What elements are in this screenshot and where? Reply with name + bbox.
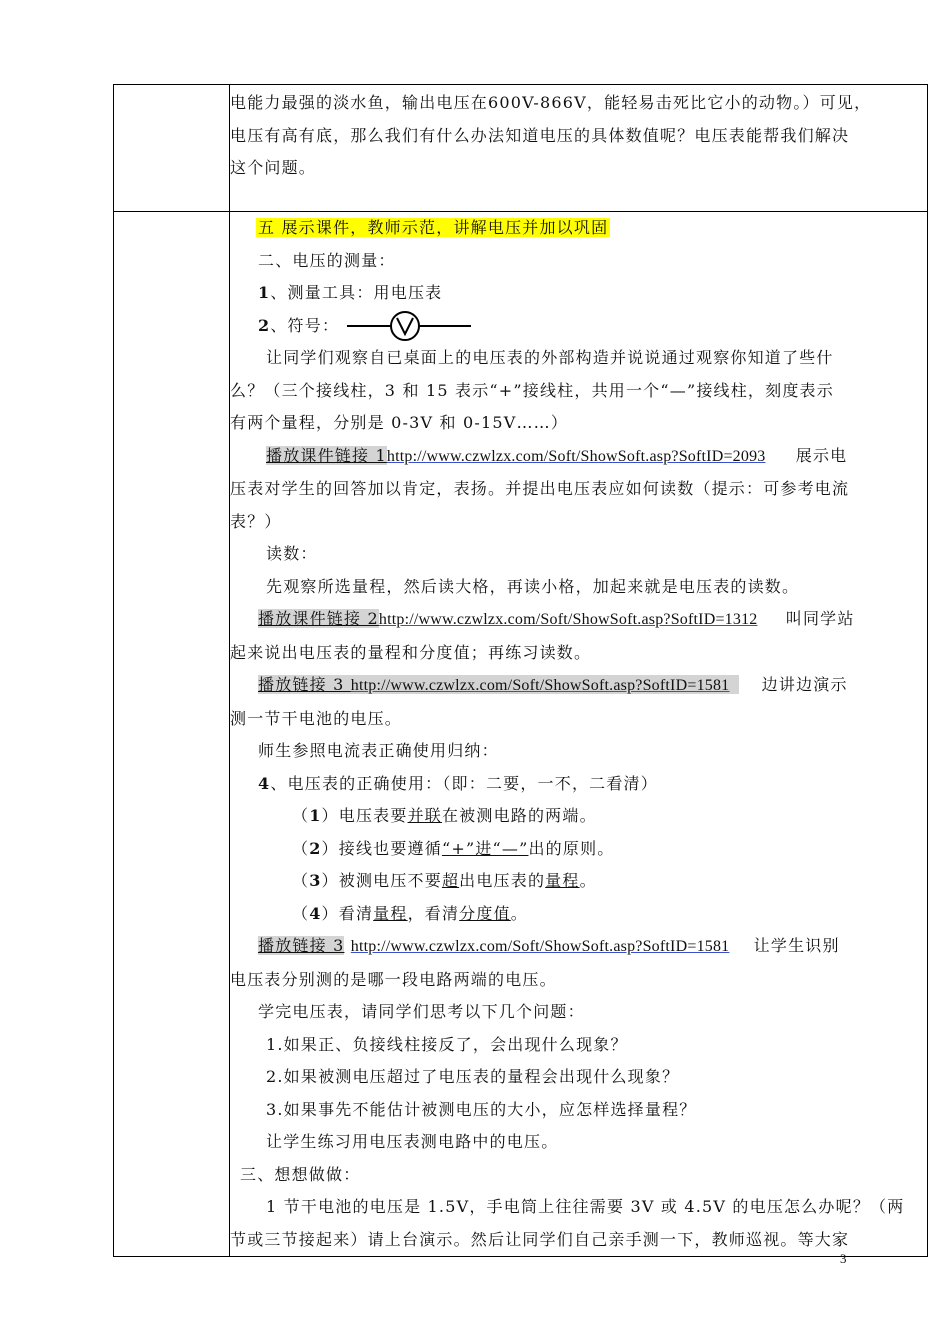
practice-text: 让学生练习用电压表测电路中的电压。 (266, 1132, 559, 1151)
play-courseware-link-label[interactable]: 播放课件链接 2 (258, 609, 379, 628)
rule-number: 3 (309, 871, 322, 890)
link-line (230, 669, 927, 703)
play-courseware-link-label[interactable]: 播放课件链接 1 (266, 445, 387, 465)
section-heading-line (230, 212, 927, 245)
page-number: 3 (840, 1251, 847, 1266)
section-title: 二、电压的测量： (258, 250, 396, 270)
question-item: 3.如果事先不能估计被测电压的大小，应怎样选择量程？ (266, 1099, 697, 1119)
usage-title-line (230, 768, 927, 801)
play-link-with-url[interactable] (258, 675, 739, 694)
link-after-text: 叫同学站 (785, 609, 855, 628)
paragraph-line: 表？） (230, 511, 282, 531)
link-line (230, 603, 927, 637)
symbol-line (230, 310, 927, 343)
rule-text: ，看清 (407, 903, 460, 923)
link-after-text: 让学生识别 (753, 936, 840, 955)
rule-item: （3）被测电压不要超出电压表的量程。 (292, 871, 597, 890)
rule-text: 出的原则。 (528, 838, 615, 858)
courseware-link[interactable]: http://www.czwlzx.com/Soft/ShowSoft.asp?SoftID=1581 (350, 677, 730, 694)
paragraph-line: 这个问题。 (230, 158, 317, 177)
courseware-link[interactable]: http://www.czwlzx.com/Soft/ShowSoft.asp?SoftID=2093 (386, 447, 766, 465)
rule-item: （2）接线也要遵循“+”进“—”出的原则。 (292, 838, 615, 858)
rule-underline: 并联 (407, 806, 442, 825)
symbol-text: 、符号： (270, 315, 340, 335)
rule-text: 在被测电路的两端。 (441, 806, 597, 825)
paragraph-line: 电压有高有底，那么我们有什么办法知道电压的具体数值呢？电压表能帮我们解决 (230, 125, 850, 145)
rule-underline: 量程 (545, 871, 580, 890)
paragraph-line: 有两个量程，分别是 0-3V 和 0-15V……） (230, 413, 569, 432)
table-row (114, 212, 928, 1257)
rule-underline: “+”进“—” (441, 838, 529, 858)
rule-text: 看清 (338, 903, 374, 923)
courseware-link[interactable]: http://www.czwlzx.com/Soft/ShowSoft.asp?SoftID=1312 (378, 611, 758, 628)
paragraph-line: 让同学们观察自已桌面上的电压表的外部构造并说说通过观察你知道了些什 (266, 348, 834, 367)
rule-item: （4）看清量程，看清分度值。 (292, 903, 528, 923)
table-cell-content (230, 212, 928, 1257)
rule-text: 电压表要 (338, 806, 408, 825)
item-number: 1 (258, 283, 271, 302)
lesson-plan-table (113, 84, 928, 1257)
link-line (230, 930, 927, 964)
courseware-link[interactable]: http://www.czwlzx.com/Soft/ShowSoft.asp?SoftID=1581 (350, 938, 730, 955)
rule-number: 2 (309, 838, 322, 858)
link-after-text: 展示电 (795, 445, 848, 465)
usage-title: 、电压表的正确使用：（即：二要，一不，二看清） (270, 773, 658, 793)
rule-text: 被测电压不要 (338, 871, 442, 890)
link-line (230, 440, 927, 474)
paragraph-line: 测一节干电池的电压。 (230, 708, 403, 728)
rule-underline: 分度值 (459, 903, 511, 923)
rule-text: 接线也要遵循 (338, 838, 442, 858)
play-link-label[interactable]: 播放链接 3 (258, 936, 345, 955)
rule-underline: 超 (441, 871, 460, 890)
paragraph-line: 么？（三个接线柱，3 和 15 表示“+”接线柱，共用一个“—”接线柱，刻度表示 (230, 380, 834, 400)
section-title: 三、想想做做： (240, 1164, 361, 1184)
table-cell-left (114, 212, 230, 1257)
rule-underline: 量程 (373, 903, 408, 923)
table-cell-left (114, 85, 230, 212)
section-heading: 五 展示课件，教师示范，讲解电压并加以巩固 (258, 218, 609, 237)
question-item: 1.如果正、负接线柱接反了，会出现什么现象？ (266, 1034, 628, 1054)
summary-intro: 师生参照电流表正确使用归纳： (258, 741, 499, 760)
tool-text: 、测量工具：用电压表 (270, 283, 443, 302)
think-intro: 学完电压表，请同学们思考以下几个问题： (258, 1002, 585, 1021)
paragraph-line: 起来说出电压表的量程和分度值；再练习读数。 (230, 642, 592, 662)
rule-number: 4 (309, 903, 322, 923)
tool-line (230, 277, 927, 310)
reading-title: 读数： (266, 544, 318, 563)
rule-text: 。 (579, 871, 597, 890)
paragraph-line: 1 节干电池的电压是 1.5V，手电筒上往往需要 3V 或 4.5V 的电压怎么办呢？（两 (266, 1197, 905, 1216)
rule-text: 出电压表的 (459, 871, 546, 890)
paragraph-line: 电能力最强的淡水鱼，输出电压在600V-866V，能轻易击死比它小的动物。）可见， (230, 93, 872, 112)
item-number: 2 (258, 315, 271, 335)
table-cell-content (230, 85, 928, 212)
voltmeter-symbol-icon (347, 311, 471, 341)
paragraph-line: 节或三节接起来）请上台演示。然后让同学们自己亲手测一下，教师巡视。等大家 (230, 1229, 850, 1249)
reading-text: 先观察所选量程，然后读大格，再读小格，加起来就是电压表的读数。 (266, 576, 800, 596)
question-item: 2.如果被测电压超过了电压表的量程会出现什么现象？ (266, 1067, 680, 1086)
rule-item: （1）电压表要并联在被测电路的两端。 (292, 806, 597, 825)
rule-text: 。 (510, 903, 528, 923)
table-row (114, 85, 928, 212)
rule-number: 1 (309, 806, 322, 825)
link-after-text: 边讲边演示 (761, 675, 848, 694)
paragraph-line: 压表对学生的回答加以肯定，表扬。并提出电压表应如何读数（提示：可参考电流 (230, 479, 850, 498)
item-number: 4 (258, 773, 271, 793)
play-link-label[interactable]: 播放链接 3 (258, 675, 351, 694)
paragraph-line: 电压表分别测的是哪一段电路两端的电压。 (230, 969, 557, 989)
